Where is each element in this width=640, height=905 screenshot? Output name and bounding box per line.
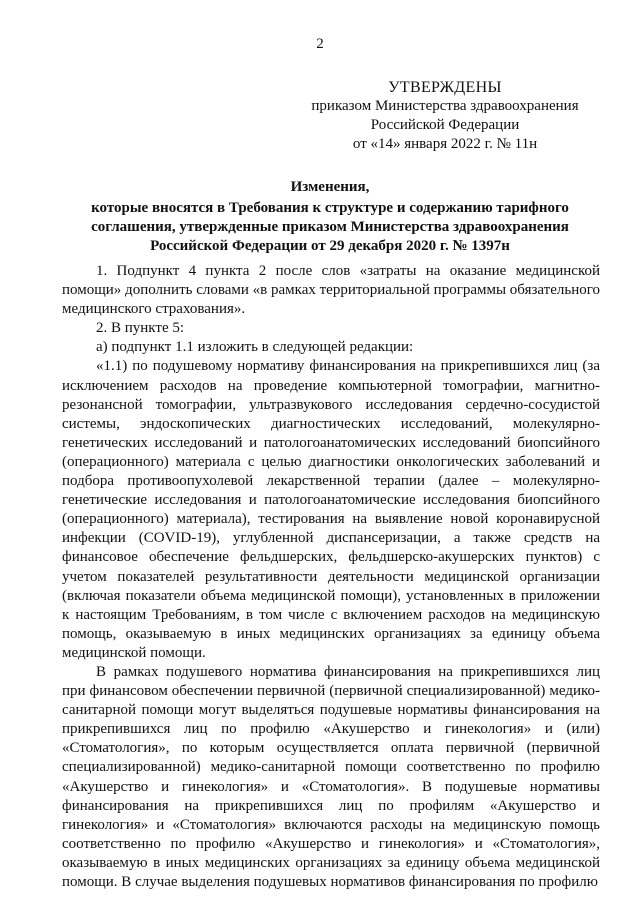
approval-line-1: приказом Министерства здравоохранения: [311, 98, 579, 114]
heading-subtitle: которые вносятся в Требования к структуре и содержанию тарифного соглашения, утвержденные приказом Министерства здравоохранения Российской Федерации от 29 декабря 2020 г. № 1397н: [91, 200, 569, 254]
approval-line-2: Российской Федерации: [370, 117, 520, 133]
heading-title: Изменения,: [290, 179, 370, 195]
approval-line-3: от «14» января 2022 г. № 11н: [352, 136, 538, 152]
approval-title: УТВЕРЖДЕНЫ: [388, 79, 502, 96]
document-heading: [70, 178, 590, 256]
paragraph-5: В рамках подушевого норматива финансирования на прикрепившихся лиц при финансовом обеспечении первичной (первичной специализированной) медико-санитарной помощи могут выделяться подушевые нормативы финансирования на прикрепившихся лиц по профилю «Акушерство и гинекология» и (или) «Стоматология», по которым осуществляется оплата первичной (первичной специализированной) медико-санитарной помощи соответственно по профилю «Акушерство и гинекология» и «Стоматология». В подушевые нормативы финансирования на прикрепившихся лиц по профилям «Акушерство и гинекология» и «Стоматология» включаются расходы на медицинскую помощь соответственно по профилю «Акушерство и гинекология» и «Стоматология», оказываемую в иных медицинских организациях за единицу объема медицинской помощи. В случае выделения подушевых нормативов финансирования по профилю: [62, 663, 600, 890]
paragraph-3: а) подпункт 1.1 изложить в следующей редакции:: [96, 339, 414, 356]
paragraph-2: 2. В пункте 5:: [96, 320, 185, 337]
paragraph-4: «1.1) по подушевому нормативу финансирования на прикрепившихся лиц (за исключением расходов на проведение компьютерной томографии, магнитно-резонансной томографии, ультразвукового исследования сердечно-сосудистой системы, эндоскопических диагностических исследований, молекулярно-генетических исследований и патологоанатомических исследований биопсийного (операционного) материала с целью диагностики онкологических заболеваний и подбора противоопухолевой лекарственной терапии (далее – молекулярно-генетические исследования и патологоанатомические исследования биопсийного (операционного) материала), тестирования на выявление новой коронавирусной инфекции (COVID-19), углубленной диспансеризации, а также средств на финансовое обеспечение фельдшерских, фельдшерско-акушерских пунктов) с учетом показателей результативности деятельности медицинской организации (включая показатели объема медицинской помощи), установленных в приложении к настоящим Требованиям, в том числе с включением расходов на медицинскую помощь, оказываемую в иных медицинских организациях за единицу объема медицинской помощи.: [62, 358, 600, 661]
document-body: [62, 262, 600, 892]
paragraph-1: 1. Подпункт 4 пункта 2 после слов «затраты на оказание медицинской помощи» дополнить словами «в рамках территориальной программы обязательного медицинского страхования».: [62, 263, 601, 318]
approval-block: [300, 78, 590, 154]
page-number: 2: [316, 36, 324, 52]
